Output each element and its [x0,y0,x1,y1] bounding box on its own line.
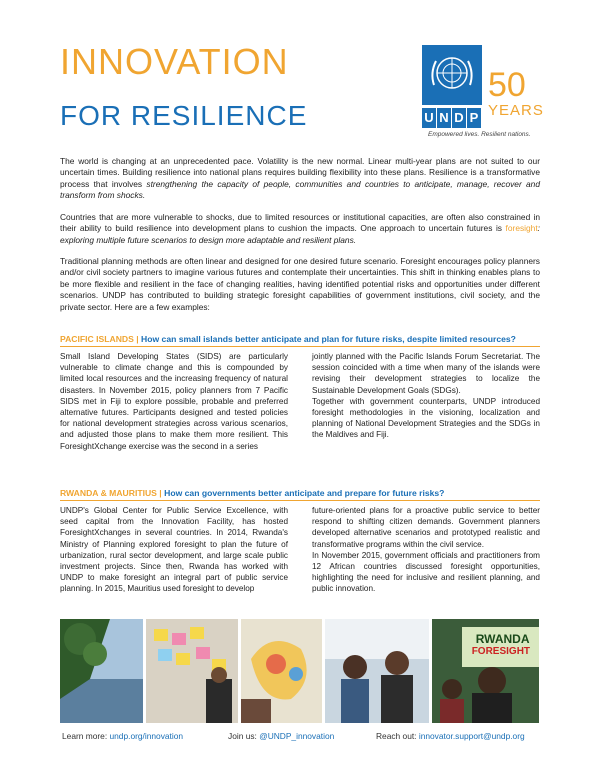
footer-reach-link[interactable]: innovator.support@undp.org [418,731,525,741]
photo-coastline [60,619,143,723]
title-for-resilience: FOR RESILIENCE [60,100,308,131]
section-pacific-right-p1: jointly planned with the Pacific Islands Forum Secretariat. The session coincided with a time when many of the islands were revising their development strategies to localize the Sustainable Development Goals (SDGs). [312,352,540,395]
intro-paragraph-3: Traditional planning methods are often linear and designed for one desired future scenario. Foresight encourages policy planners and/or civil society partners to imagine various futures and contemplate their uncertainties. This shift in thinking enables plans to be more flexible and resilient in the face of changing realities, having identified potential risks and opportunities under different scenarios. UNDP has contributed to building strategic foresight capabilities of government institutions, civil society, and the private sector. Here are a few examples: [60,256,540,312]
anniversary-years: YEARS [488,102,544,119]
footer-learn-label: Learn more: [62,731,108,741]
section-pacific-region: PACIFIC ISLANDS [60,334,134,344]
section-rwanda-right-p1: future-oriented plans for a proactive public service to better respond to shifting citizen demands. Government planners developed alternative scenarios and prototyped realistic and transformative programs within the civil service. [312,506,540,549]
logo-letter-p: P [467,108,481,128]
section-rwanda-right-p2: In November 2015, government officials and practitioners from 12 African countries discussed foresight opportunities, highlighting the need for inclusive and resilient planning, and public innovation. [312,550,540,594]
intro-p1-emphasis: strengthening the capacity of people, communities and countries to anticipate, manage, recover and transform from shocks. [60,178,540,201]
section-pacific-separator: | [133,334,142,344]
section-pacific-right-p2: Together with government counterparts, UNDP introduced foresight methodologies in the visioning, localization and planning of National Development Strategies and the SDGs in the Maldives and Fiji. [312,396,540,440]
un-emblem-icon [422,45,482,105]
undp-tagline: Empowered lives. Resilient nations. [428,131,531,138]
section-pacific-question: How can small islands better anticipate and plan for future risks, despite limited resources? [141,334,516,344]
photo-strip [60,619,542,723]
logo-letter-n: N [437,108,451,128]
logo-letter-d: D [452,108,466,128]
foresight-highlight: foresight [505,223,538,234]
title-innovation: INNOVATION [60,41,289,82]
photo-sticky-notes [146,619,237,723]
section-divider [60,346,540,347]
section-pacific-left-column: Small Island Developing States (SIDS) are particularly vulnerable to climate change and this is compounded by limited local resources and the increasing frequency of natural disasters. In November 2015, policy planners from 7 Pacific SIDS met in Fiji to explore possible, probable and preferred alternative futures. Participants designed and tested policies for national development strategies across various scenarios, and adjusted those plans to make them more resilient. This ForesightXchange exercise was the second in a series [60,352,288,451]
intro-paragraph-1 [60,156,540,202]
section-rwanda-heading [60,487,540,499]
footer-reach-label: Reach out: [376,731,417,741]
section-rwanda-separator: | [156,488,165,498]
footer-reach [376,731,525,741]
photo-participants [325,619,428,723]
intro-p1-text: The world is changing at an unprecedented pace. Volatility is the new normal. Linear multi-year plans are not suited to our uncertain times. Building resilience into national plans requires building flexibility into these plans. Resilience is a transformative process that involves [60,156,540,189]
photo-map-workshop [241,619,322,723]
anniversary-number: 50 [488,66,526,104]
intro-paragraph-2 [60,212,540,246]
undp-logo [422,45,482,133]
footer-join-link[interactable]: @UNDP_innovation [259,731,335,741]
intro-p2-emphasis: : exploring multiple future scenarios to design more adaptable and resilient plans. [60,223,540,245]
section-pacific-heading [60,333,540,345]
section-rwanda-region: RWANDA & MAURITIUS [60,488,157,498]
logo-letter-u: U [422,108,436,128]
section-divider [60,500,540,501]
section-pacific-right-column [312,351,540,441]
footer-join-label: Join us: [228,731,257,741]
section-rwanda-question: How can governments better anticipate and prepare for future risks? [164,488,445,498]
footer-join [228,731,334,741]
photo-rwanda-foresight [432,619,539,723]
banner-text-foresight: FORESIGHT [471,646,531,657]
section-rwanda-right-column [312,505,540,595]
footer-learn [62,731,183,741]
banner-text-rwanda: RWANDA [475,632,530,646]
intro-p2-text: Countries that are more vulnerable to shocks, due to limited resources or institutional capacities, are often also constrained in their ability to build resilience into development plans to cushion the impacts. One approach to uncertain futures is [60,212,540,234]
footer-learn-link[interactable]: undp.org/innovation [109,731,184,741]
section-rwanda-left-column: UNDP's Global Center for Public Service Excellence, with seed capital from the Innovation Facility, has hosted ForesightXchanges in several countries. In 2014, Rwanda's Ministry of Planning explored foresight to plan the future of urbanization, rural sector development, and large scale public investment projects. Since then, Rwanda has worked with UNDP to make foresight an integral part of public service planning. In 2015, Mauritius used foresight to develop [60,506,288,594]
